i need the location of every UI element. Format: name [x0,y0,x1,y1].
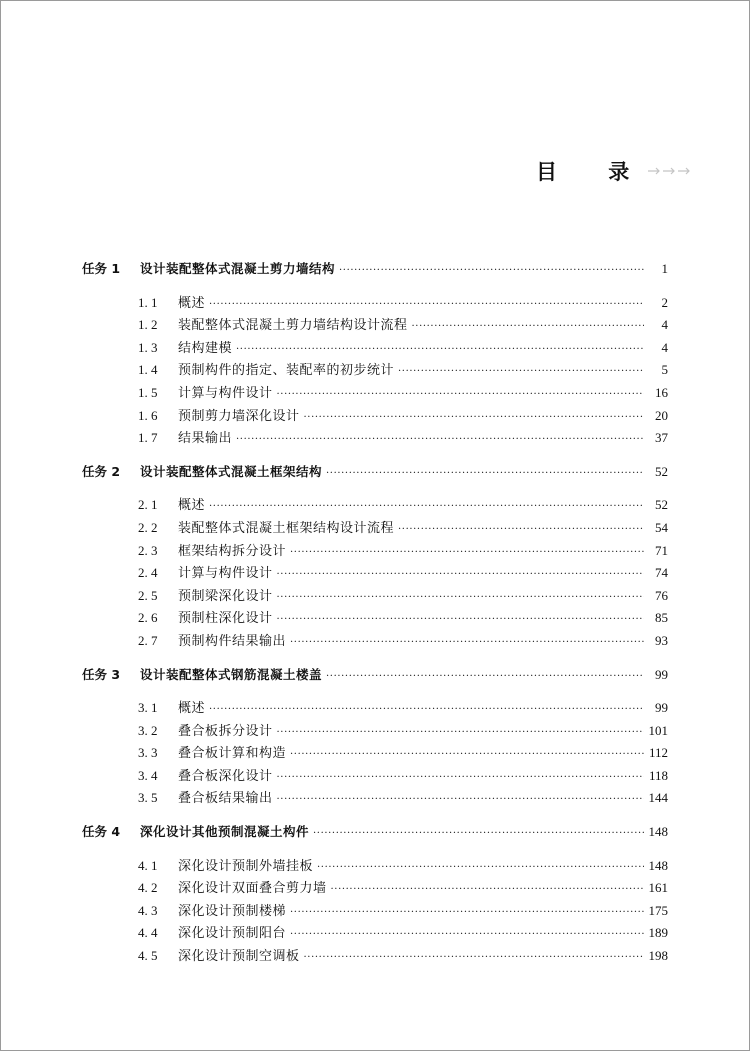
section-number: 4. 3 [138,902,158,918]
toc-entry-section[interactable] [82,382,668,405]
dot-leader [277,384,644,407]
page-number: 52 [655,497,668,513]
page-number: 5 [661,362,668,378]
page-number: 148 [648,857,668,873]
dot-leader [331,879,644,902]
page-number: 4 [661,317,668,333]
chapter-title: 深化设计其他预制混凝土构件 [140,824,310,840]
section-title: 结果输出 [178,431,233,447]
toc-entry-section[interactable] [82,292,668,315]
dot-leader [290,542,644,565]
toc-heading [536,156,693,186]
page-number: 74 [655,565,668,581]
section-title: 深化设计预制阳台 [178,926,287,942]
toc-entry-section[interactable] [82,540,668,563]
section-title: 预制构件结果输出 [178,633,287,649]
toc-entry-section[interactable] [82,427,668,450]
dot-leader [290,902,644,925]
section-number: 2. 2 [138,519,158,535]
dot-leader [209,496,644,519]
dot-leader [398,361,644,384]
page-number: 118 [648,767,668,783]
section-title: 深化设计预制楼梯 [178,903,287,919]
chapter-number: 任务 2 [82,463,121,479]
section-number: 3. 5 [138,790,158,806]
section-title: 框架结构拆分设计 [178,543,287,559]
section-number: 1. 3 [138,339,158,355]
toc-entry-section[interactable] [82,877,668,900]
chapter-title: 设计装配整体式混凝土剪力墙结构 [140,261,336,276]
dot-leader [209,294,644,317]
toc-entry-section[interactable] [82,337,668,360]
dot-leader [326,666,644,689]
section-title: 概述 [178,295,206,311]
page-number: 20 [655,407,668,423]
page-number: 37 [655,430,668,446]
section-number: 4. 5 [138,948,158,964]
section-title: 深化设计预制空调板 [178,949,300,965]
dot-leader [277,767,644,790]
page-number: 198 [648,948,668,964]
page-number: 99 [655,666,668,682]
toc-entry-section[interactable] [82,787,668,810]
chapter-4 [82,821,668,968]
section-title: 概述 [178,701,206,717]
section-number: 1. 1 [138,294,158,310]
section-title: 预制剪力墙深化设计 [178,408,300,424]
page-number: 148 [648,824,668,840]
page-number: 93 [655,632,668,648]
section-title: 预制梁深化设计 [178,588,273,604]
dot-leader [290,744,644,767]
page-number: 175 [648,902,668,918]
page-number: 71 [655,542,668,558]
section-title: 预制构件的指定、装配率的初步统计 [178,363,395,379]
toc-entry-chapter[interactable] [82,258,668,281]
toc-entry-section[interactable] [82,585,668,608]
page-number: 99 [655,700,668,716]
section-title: 装配整体式混凝土剪力墙结构设计流程 [178,318,408,334]
section-title: 计算与构件设计 [178,385,273,401]
dot-leader [290,632,644,655]
toc-entry-section[interactable] [82,900,668,923]
page-number: 4 [661,339,668,355]
dot-leader [326,463,644,486]
dot-leader [290,924,644,947]
dot-leader [339,260,644,283]
toc-entry-section[interactable] [82,922,668,945]
section-title: 叠合板深化设计 [178,768,273,784]
chapter-title: 设计装配整体式钢筋混凝土楼盖 [140,666,323,682]
toc-entry-section[interactable] [82,945,668,968]
toc-entry-section[interactable] [82,697,668,720]
section-number: 2. 3 [138,542,158,558]
toc-entry-chapter[interactable] [82,664,668,687]
section-number: 2. 5 [138,587,158,603]
page-number: 112 [648,745,668,761]
dot-leader [412,316,644,339]
toc-entry-section[interactable] [82,494,668,517]
section-number: 4. 1 [138,857,158,873]
chapter-number: 任务 1 [82,261,121,276]
arrow-chain-icon [647,165,693,177]
dot-leader [277,789,644,812]
section-title: 叠合板拆分设计 [178,723,273,739]
page-number: 1 [661,261,668,276]
toc-entry-section[interactable] [82,742,668,765]
section-number: 2. 4 [138,565,158,581]
dot-leader [277,609,644,632]
dot-leader [209,699,644,722]
toc-entry-chapter[interactable] [82,461,668,484]
page-number: 76 [655,587,668,603]
toc-entry-section[interactable] [82,405,668,428]
toc-entry-section[interactable] [82,314,668,337]
section-number: 1. 4 [138,362,158,378]
section-number: 2. 1 [138,497,158,513]
dot-leader [313,823,644,846]
dot-leader [398,519,644,542]
page-number: 16 [655,384,668,400]
chapter-3 [82,664,668,811]
section-number: 3. 2 [138,722,158,738]
chapter-title: 设计装配整体式混凝土框架结构 [140,463,323,479]
page-number: 161 [648,880,668,896]
toc-entry-section[interactable] [82,765,668,788]
dot-leader [277,722,644,745]
dot-leader [277,587,644,610]
dot-leader [304,947,644,970]
arrow-decoration-icon [647,165,693,177]
toc-entry-section[interactable] [82,359,668,382]
dot-leader [304,407,644,430]
section-title: 深化设计双面叠合剪力墙 [178,881,327,897]
dot-leader [277,564,644,587]
section-title: 概述 [178,498,206,514]
section-number: 1. 6 [138,407,158,423]
section-title: 装配整体式混凝土框架结构设计流程 [178,520,395,536]
section-number: 1. 2 [138,317,158,333]
section-title: 叠合板计算和构造 [178,746,287,762]
toc-entry-section[interactable] [82,855,668,878]
toc-entry-section[interactable] [82,630,668,653]
toc-entry-section[interactable] [82,562,668,585]
section-number: 3. 3 [138,745,158,761]
toc-entry-section[interactable] [82,607,668,630]
chapter-number: 任务 4 [82,824,121,840]
page-number: 189 [648,925,668,941]
chapter-number: 任务 3 [82,666,121,682]
page-number: 2 [661,294,668,310]
section-title: 预制柱深化设计 [178,611,273,627]
toc-entry-section[interactable] [82,517,668,540]
page-number: 85 [655,610,668,626]
section-number: 3. 4 [138,767,158,783]
section-number: 2. 6 [138,610,158,626]
section-number: 4. 2 [138,880,158,896]
page-number: 101 [648,722,668,738]
page-title: 目 录 [536,160,652,184]
section-title: 结构建模 [178,340,233,356]
section-title: 计算与构件设计 [178,566,273,582]
page-number: 144 [648,790,668,806]
section-number: 1. 5 [138,384,158,400]
page-number: 54 [655,519,668,535]
section-number: 2. 7 [138,632,158,648]
dot-leader [317,857,644,880]
section-number: 4. 4 [138,925,158,941]
section-number: 1. 7 [138,430,158,446]
chapter-2 [82,461,668,653]
toc-entry-chapter[interactable] [82,821,668,844]
dot-leader [236,429,644,452]
section-title: 叠合板结果输出 [178,791,273,807]
page-number: 52 [655,463,668,479]
chapter-1 [82,258,668,450]
section-number: 3. 1 [138,700,158,716]
table-of-contents [82,258,668,968]
dot-leader [236,339,644,362]
toc-entry-section[interactable] [82,720,668,743]
section-title: 深化设计预制外墙挂板 [178,858,314,874]
